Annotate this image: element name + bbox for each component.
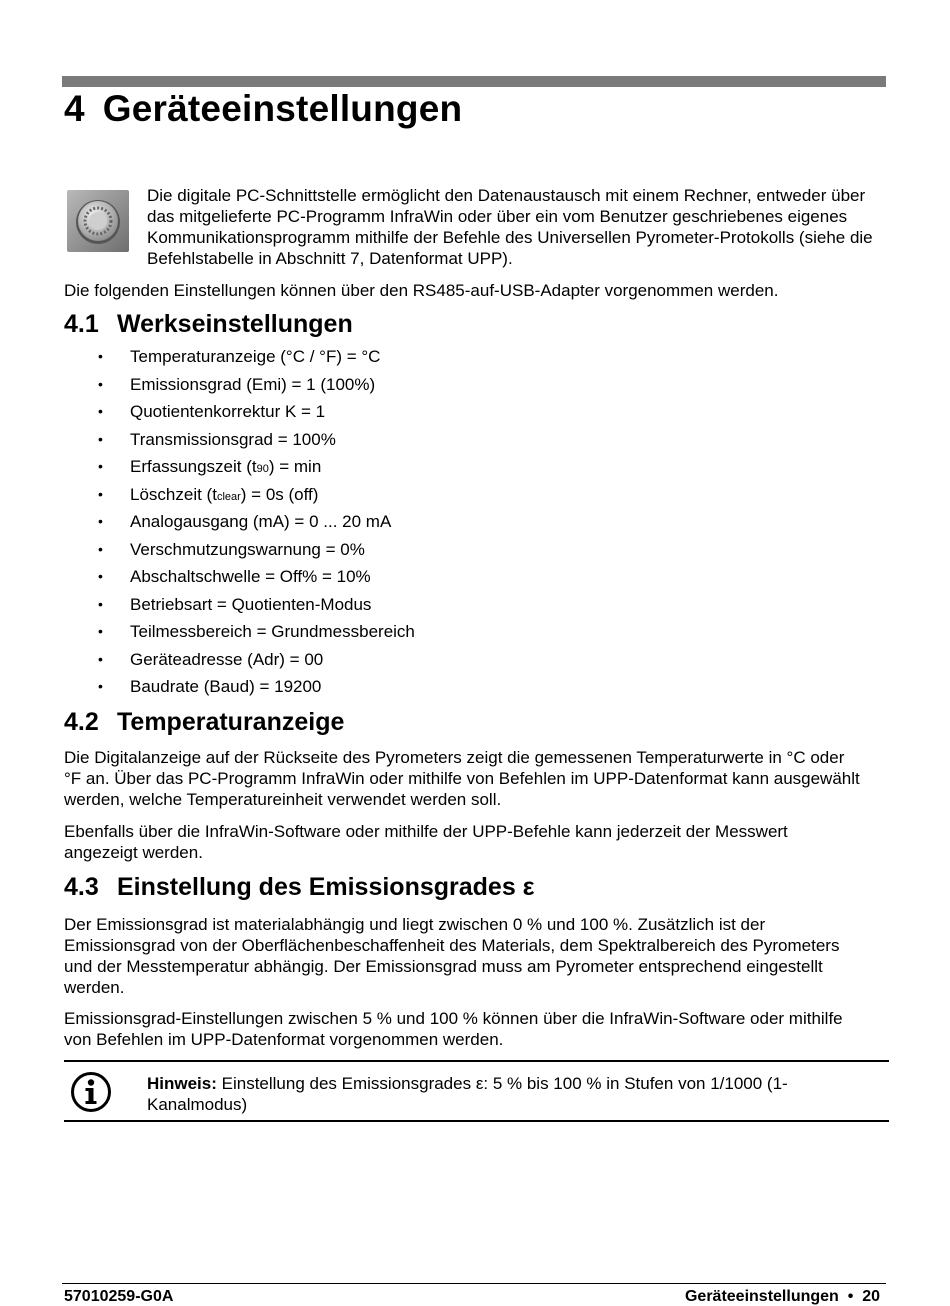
list-item bbox=[64, 646, 415, 674]
bullet-marker: • bbox=[98, 623, 103, 639]
intro-paragraph: Die digitale PC-Schnittstelle ermöglicht den Datenaustausch mit einem Rechner, entweder über das mitgelieferte PC-Programm InfraWin oder über ein vom Benutzer geschriebenes eigenes Kommunikationsprogramm mithilfe der Befehle des Universellen Pyrometer-Protokolls (siehe die Befehlstabelle in Abschnitt 7, Datenformat UPP). bbox=[147, 186, 873, 268]
chapter-number: 4 bbox=[64, 88, 85, 129]
list-item-text: Analogausgang (mA) = 0 ... 20 mA bbox=[130, 512, 392, 531]
knob-icon bbox=[67, 190, 129, 252]
list-item bbox=[64, 536, 415, 564]
list-item bbox=[64, 453, 415, 481]
bullet-marker: • bbox=[98, 430, 103, 447]
bullet-marker: • bbox=[98, 485, 103, 502]
section-4-1-heading bbox=[64, 310, 353, 339]
note-box bbox=[64, 1060, 889, 1122]
list-item-text: Quotientenkorrektur K = 1 bbox=[130, 402, 326, 421]
footer-rule bbox=[62, 1283, 886, 1284]
list-item-text: Geräteadresse (Adr) = 00 bbox=[130, 649, 324, 669]
bullet-marker: • bbox=[98, 595, 103, 612]
temperature-display-paragraph: Die Digitalanzeige auf der Rückseite des Pyrometers zeigt die gemessenen Temperaturwerte in °C oder °F an. Über das PC-Programm InfraWin oder mithilfe von Befehlen im UPP-Datenformat kann ausgewählt werden, welche Temperatureinheit verwendet werden soll. bbox=[64, 748, 860, 809]
footer-page-info bbox=[685, 1288, 880, 1306]
list-item-subscript: clear bbox=[216, 490, 241, 503]
list-item-text: Betriebsart = Quotienten-Modus bbox=[130, 594, 372, 614]
list-item bbox=[64, 343, 415, 371]
bullet-marker: • bbox=[98, 458, 103, 474]
bullet-marker: • bbox=[98, 348, 103, 364]
list-item-text: Teilmessbereich = Grundmessbereich bbox=[130, 622, 415, 641]
intro-followup: Die folgenden Einstellungen können über den RS485-auf-USB-Adapter vorgenommen werden. bbox=[64, 281, 779, 300]
list-item bbox=[64, 508, 415, 536]
list-item-text: Abschaltschwelle = Off% = 10% bbox=[130, 567, 371, 586]
list-item-text: Temperaturanzeige (°C / °F) = °C bbox=[130, 347, 381, 366]
section-number: 4.3 bbox=[64, 873, 99, 901]
note-body: Einstellung des Emissionsgrades ε: 5 % bis 100 % in Stufen von 1/1000 (1-Kanalmodus) bbox=[147, 1074, 788, 1114]
footer-page-number: 20 bbox=[862, 1288, 880, 1305]
list-item-text: Transmissionsgrad = 100% bbox=[130, 429, 336, 449]
list-item-text: ) = 0s (off) bbox=[240, 484, 319, 504]
section-number: 4.2 bbox=[64, 708, 99, 736]
note-text bbox=[147, 1073, 867, 1115]
list-item bbox=[64, 426, 415, 454]
emissivity-paragraph: Der Emissionsgrad ist materialabhängig und liegt zwischen 0 % und 100 %. Zusätzlich ist der Emissionsgrad von der Oberflächenbeschaffenheit des Materials, dem Spektralbereich des Pyrometers und der Messtemperatur abhängig. Der Emissionsgrad muss am Pyrometer entsprechend eingestellt werden. bbox=[64, 915, 840, 997]
bullet-marker: • bbox=[98, 568, 103, 584]
footer-section: Geräteeinstellungen bbox=[684, 1288, 839, 1305]
section-title: Temperaturanzeige bbox=[117, 708, 345, 736]
bullet-marker: • bbox=[98, 678, 103, 694]
bullet-marker: • bbox=[98, 513, 103, 529]
list-item bbox=[64, 618, 415, 646]
list-item bbox=[64, 563, 415, 591]
bullet-marker: • bbox=[98, 540, 103, 557]
info-icon bbox=[70, 1071, 112, 1113]
list-item-text: Verschmutzungswarnung = 0% bbox=[130, 539, 365, 559]
factory-settings-list bbox=[64, 343, 415, 701]
bullet-marker: • bbox=[98, 403, 103, 419]
list-item-text: Baudrate (Baud) = 19200 bbox=[130, 677, 322, 696]
footer-separator: • bbox=[847, 1288, 854, 1305]
chapter-title bbox=[64, 88, 462, 130]
list-item bbox=[64, 591, 415, 619]
section-title: Einstellung des Emissionsgrades ε bbox=[117, 873, 535, 901]
header-rule bbox=[62, 76, 886, 87]
chapter-title-text: Geräteeinstellungen bbox=[102, 88, 463, 129]
measured-value-paragraph: Ebenfalls über die InfraWin-Software oder mithilfe der UPP-Befehle kann jederzeit der Messwert angezeigt werden. bbox=[64, 822, 788, 862]
section-4-2-heading bbox=[64, 708, 344, 737]
list-item bbox=[64, 673, 415, 701]
section-title: Werkseinstellungen bbox=[117, 310, 353, 338]
note-label: Hinweis: bbox=[147, 1074, 217, 1093]
list-item bbox=[64, 481, 415, 509]
emissivity-settings-paragraph: Emissionsgrad-Einstellungen zwischen 5 % und 100 % können über die InfraWin-Software oder mithilfe von Befehlen im UPP-Datenformat vorgenommen werden. bbox=[64, 1009, 843, 1049]
list-item bbox=[64, 371, 415, 399]
list-item-text: Erfassungszeit (t bbox=[130, 457, 257, 476]
list-item bbox=[64, 398, 415, 426]
section-number: 4.1 bbox=[64, 310, 99, 338]
list-item-text: Löschzeit (t bbox=[130, 484, 217, 504]
footer-doc-id: 57010259-G0A bbox=[64, 1288, 174, 1305]
list-item-text: ) = min bbox=[268, 457, 322, 476]
bullet-marker: • bbox=[98, 375, 103, 392]
bullet-marker: • bbox=[98, 650, 103, 667]
section-4-3-heading bbox=[64, 873, 535, 902]
list-item-subscript: 90 bbox=[256, 463, 269, 475]
list-item-text: Emissionsgrad (Emi) = 1 (100%) bbox=[130, 374, 376, 394]
